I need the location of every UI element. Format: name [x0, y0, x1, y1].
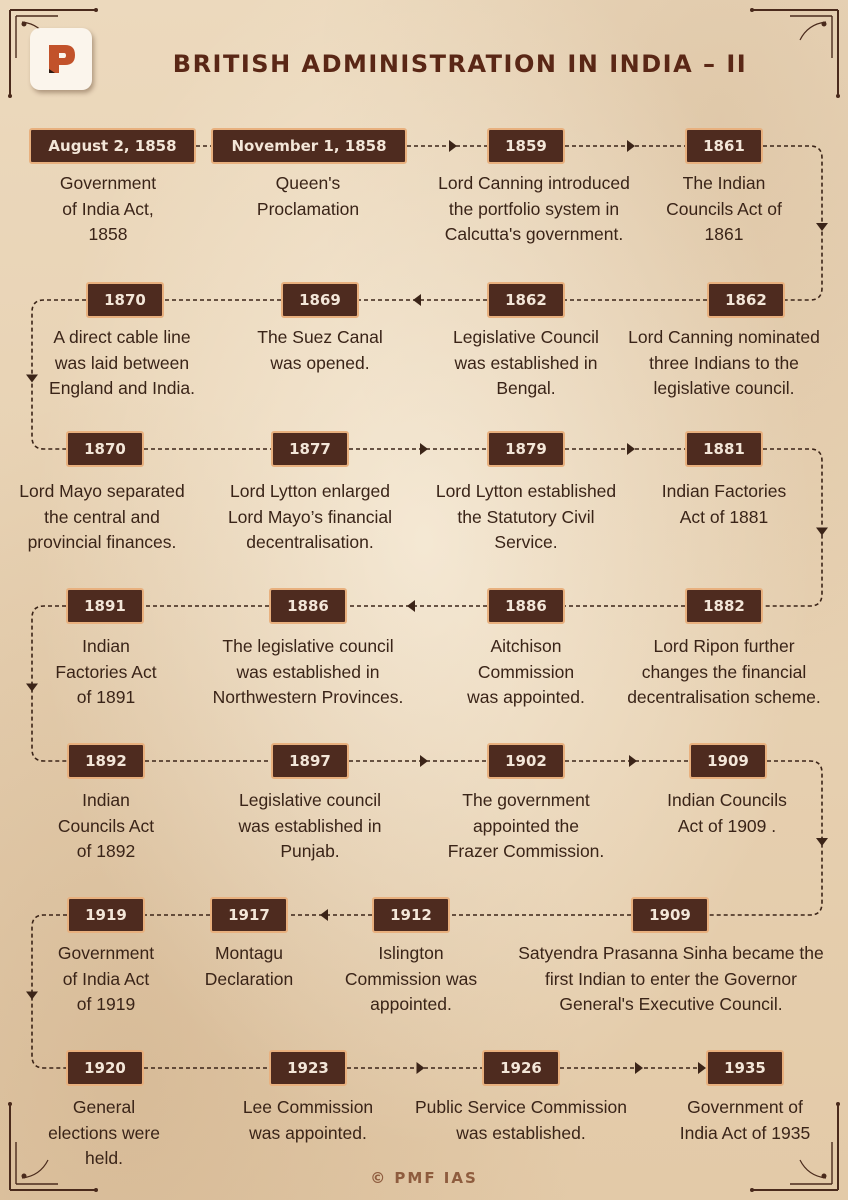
- description-line: legislative council.: [653, 378, 795, 399]
- page-title: BRITISH ADMINISTRATION IN INDIA – II: [172, 50, 748, 78]
- description-line: decentralisation scheme.: [627, 687, 821, 708]
- date-box-1861: 1861: [685, 128, 763, 164]
- date-box-1869: 1869: [281, 282, 359, 318]
- description-line: Lee Commission: [242, 1097, 374, 1118]
- description-line: provincial finances.: [27, 532, 177, 553]
- date-box-1920: 1920: [66, 1050, 144, 1086]
- event-description: [0, 634, 306, 711]
- description-line: Aitchison: [490, 636, 562, 657]
- description-line: Frazer Commission.: [447, 841, 605, 862]
- description-line: Proclamation: [256, 198, 360, 219]
- description-line: Lord Mayo’s financial: [227, 506, 393, 527]
- date-box-1917: 1917: [210, 897, 288, 933]
- date-box-1909: 1909: [689, 743, 767, 779]
- logo-mark-icon: [41, 39, 81, 79]
- description-line: Lord Mayo separated: [19, 481, 185, 502]
- description-line: was appointed.: [249, 1122, 367, 1143]
- description-line: was established in: [238, 815, 382, 836]
- description-line: Queen's: [275, 173, 341, 194]
- description-line: the portfolio system in: [448, 198, 620, 219]
- description-line: of India Act: [62, 968, 150, 989]
- description-line: Declaration: [204, 968, 294, 989]
- description-line: was established.: [456, 1122, 586, 1143]
- description-line: Public Service Commission: [414, 1097, 627, 1118]
- description-line: Factories Act: [55, 661, 157, 682]
- event-description: [524, 171, 848, 248]
- description-line: General: [72, 1097, 136, 1118]
- arrowhead-icon: [407, 600, 415, 612]
- description-line: Lord Canning nominated: [628, 327, 820, 348]
- date-box-1891: 1891: [66, 588, 144, 624]
- event-description: [527, 788, 848, 839]
- description-line: Indian: [82, 790, 130, 811]
- description-line: first Indian to enter the Governor: [545, 968, 797, 989]
- date-box-1882: 1882: [685, 588, 763, 624]
- date-box-1935: 1935: [706, 1050, 784, 1086]
- description-line: Government of: [687, 1097, 803, 1118]
- description-line: Northwestern Provinces.: [212, 687, 404, 708]
- description-line: was opened.: [270, 352, 370, 373]
- description-line: The government: [462, 790, 590, 811]
- arrowhead-icon: [420, 755, 428, 767]
- description-line: Service.: [494, 532, 558, 553]
- date-box-1859: 1859: [487, 128, 565, 164]
- description-line: Commission was: [344, 968, 478, 989]
- description-line: three Indians to the: [649, 352, 799, 373]
- arrowhead-icon: [417, 1062, 425, 1074]
- date-box-1923: 1923: [269, 1050, 347, 1086]
- arrowhead-icon: [627, 140, 635, 152]
- date-box-1926: 1926: [482, 1050, 560, 1086]
- event-description: [545, 1095, 848, 1146]
- event-description: [0, 941, 306, 1018]
- description-line: held.: [85, 1148, 123, 1169]
- description-line: appointed the: [472, 815, 580, 836]
- arrowhead-icon: [698, 1062, 706, 1074]
- description-line: 1861: [704, 224, 744, 245]
- arrowhead-icon: [420, 443, 428, 455]
- description-line: Commission: [477, 661, 575, 682]
- description-line: Lord Lytton enlarged: [230, 481, 390, 502]
- description-line: England and India.: [49, 378, 195, 399]
- description-line: Lord Ripon further: [653, 636, 795, 657]
- description-line: was appointed.: [467, 687, 585, 708]
- date-box-1886: 1886: [487, 588, 565, 624]
- arrowhead-icon: [627, 443, 635, 455]
- description-line: Legislative Council: [453, 327, 599, 348]
- arrowhead-icon: [320, 909, 328, 921]
- date-box-1897: 1897: [271, 743, 349, 779]
- description-line: Act of 1881: [679, 506, 769, 527]
- description-line: decentralisation.: [246, 532, 374, 553]
- description-line: The Indian: [682, 173, 766, 194]
- date-box-1902: 1902: [487, 743, 565, 779]
- date-box-1912: 1912: [372, 897, 450, 933]
- event-description: [524, 479, 848, 530]
- copyright-footer: © PMF IAS: [370, 1169, 478, 1187]
- date-box-1919: 1919: [67, 897, 145, 933]
- arrowhead-icon: [449, 140, 457, 152]
- date-box-1886: 1886: [269, 588, 347, 624]
- description-line: appointed.: [370, 994, 452, 1015]
- event-description: [0, 325, 322, 402]
- date-box-1881: 1881: [685, 431, 763, 467]
- description-line: of India Act,: [62, 198, 154, 219]
- description-line: changes the financial: [641, 661, 807, 682]
- arrowhead-icon: [629, 755, 637, 767]
- description-line: Government: [57, 943, 155, 964]
- description-line: Councils Act of: [666, 198, 782, 219]
- date-box-1879: 1879: [487, 431, 565, 467]
- date-box-1862: 1862: [707, 282, 785, 318]
- date-box-1909: 1909: [631, 897, 709, 933]
- description-line: elections were: [48, 1122, 160, 1143]
- pmf-logo: [30, 28, 92, 90]
- description-line: was established in: [454, 352, 598, 373]
- description-line: Lord Canning introduced: [438, 173, 630, 194]
- description-line: 1858: [88, 224, 128, 245]
- date-box-november-1-1858: November 1, 1858: [211, 128, 407, 164]
- description-line: of 1891: [76, 687, 136, 708]
- description-line: Satyendra Prasanna Sinha became the: [518, 943, 824, 964]
- description-line: Islington: [378, 943, 444, 964]
- date-box-1892: 1892: [67, 743, 145, 779]
- description-line: The legislative council: [222, 636, 394, 657]
- description-line: A direct cable line: [53, 327, 191, 348]
- description-line: Indian: [82, 636, 130, 657]
- description-line: Bengal.: [496, 378, 556, 399]
- description-line: Legislative council: [238, 790, 382, 811]
- description-line: Councils Act: [57, 815, 155, 836]
- description-line: Government: [59, 173, 157, 194]
- description-line: of 1892: [76, 841, 136, 862]
- date-box-august-2-1858: August 2, 1858: [29, 128, 196, 164]
- date-box-1870: 1870: [86, 282, 164, 318]
- description-line: Calcutta's government.: [444, 224, 624, 245]
- date-box-1870: 1870: [66, 431, 144, 467]
- date-box-1877: 1877: [271, 431, 349, 467]
- description-line: Act of 1909 .: [677, 815, 777, 836]
- description-line: Indian Councils: [667, 790, 787, 811]
- description-line: the central and: [44, 506, 160, 527]
- description-line: of 1919: [76, 994, 136, 1015]
- description-line: Punjab.: [280, 841, 340, 862]
- arrowhead-icon: [635, 1062, 643, 1074]
- description-line: the Statutory Civil: [457, 506, 595, 527]
- description-line: India Act of 1935: [679, 1122, 811, 1143]
- description-line: was laid between: [54, 352, 190, 373]
- description-line: was established in: [236, 661, 380, 682]
- date-box-1862: 1862: [487, 282, 565, 318]
- description-line: Indian Factories: [661, 481, 787, 502]
- description-line: General's Executive Council.: [559, 994, 783, 1015]
- description-line: Montagu: [214, 943, 284, 964]
- arrowhead-icon: [413, 294, 421, 306]
- description-line: The Suez Canal: [257, 327, 383, 348]
- description-line: Lord Lytton established: [435, 481, 617, 502]
